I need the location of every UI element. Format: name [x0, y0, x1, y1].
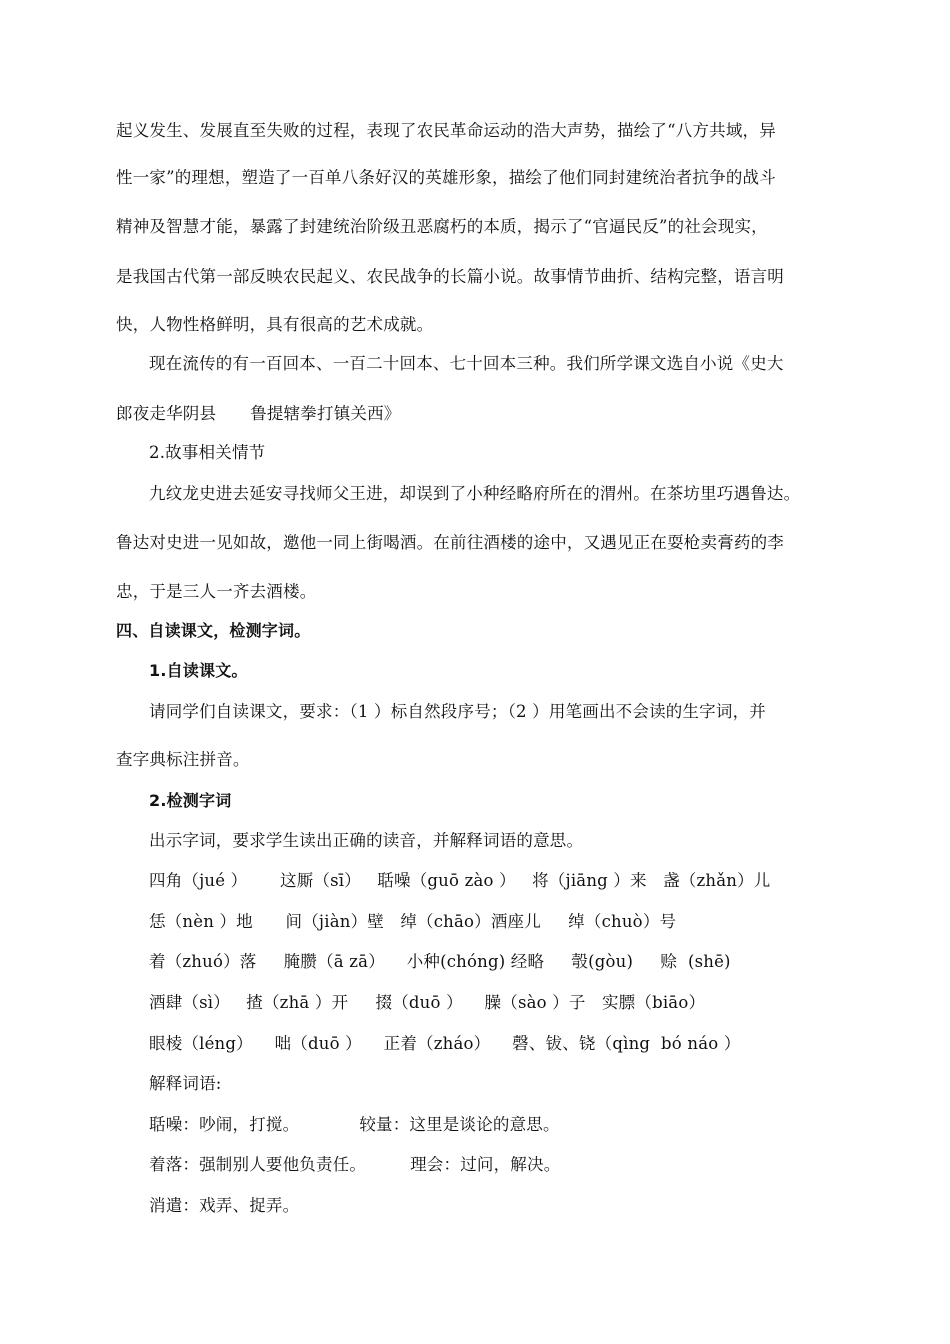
intro-line-2: 性一家”的理想，塑造了一百单八条好汉的英雄形象，描绘了他们同封建统治者抗争的战斗	[116, 168, 776, 187]
vocab-row-2: 恁（nèn ）地 间（jiàn）壁 绰（chāo）酒座儿 绰（chuò）号	[149, 912, 677, 931]
explain-row-1	[149, 1114, 560, 1136]
intro-line-5: 快，人物性格鲜明，具有很高的艺术成就。	[116, 315, 434, 334]
explain-heading: 解释词语:	[149, 1074, 222, 1093]
versions-line-1: 现在流传的有一百回本、一百二十回本、七十回本三种。我们所学课文选自小说《史大	[149, 354, 784, 373]
explain-term-guozao: 聒噪：吵闹，打搅。	[149, 1115, 300, 1134]
plot-line-2: 鲁达对史进一见如故，邀他一同上街喝酒。在前往酒楼的途中，又遇见正在耍枪卖膏药的李	[116, 533, 784, 552]
plot-line-1: 九纹龙史进去延安寻找师父王进，却误到了小种经略府所在的渭州。在茶坊里巧遇鲁达。	[149, 484, 801, 503]
versions-title-part-2: 鲁提辖拳打镇关西》	[250, 404, 401, 423]
explain-term-zhuoluo: 着落：强制别人要他负责任。	[149, 1155, 367, 1174]
intro-line-4: 是我国古代第一部反映农民起义、农民战争的长篇小说。故事情节曲折、结构完整，语言明	[116, 267, 784, 286]
section4-sub1: 1.自读课文。	[149, 661, 248, 680]
section4-sub2: 2.检测字词	[149, 791, 232, 810]
plot-line-3: 忠，于是三人一齐去酒楼。	[116, 582, 317, 601]
plot-heading: 2.故事相关情节	[149, 443, 266, 462]
intro-line-3: 精神及智慧才能，暴露了封建统治阶级丑恶腐朽的本质，揭示了“官逼民反”的社会现实，	[116, 217, 768, 236]
intro-line-1: 起义发生、发展直至失败的过程，表现了农民革命运动的浩大声势，描绘了“八方共域，异	[116, 121, 776, 140]
section4-requirement-1: 请同学们自读课文，要求：（1 ）标自然段序号；（2 ）用笔画出不会读的生字词，并	[149, 702, 766, 721]
section4-instruction: 出示字词，要求学生读出正确的读音，并解释词语的意思。	[149, 831, 584, 850]
explain-row-2	[149, 1154, 560, 1176]
versions-line-2	[116, 403, 401, 425]
vocab-row-3: 着（zhuó）落 腌臜（ā zā） 小种(chóng) 经略 彀(gòu) 赊 (shē)	[149, 952, 731, 971]
vocab-row-1: 四角（jué ） 这厮（sī） 聒噪（guō zào ） 将（jiāng ）来 盏（zhǎn）儿	[149, 871, 771, 890]
section4-requirement-2: 查字典标注拼音。	[116, 750, 250, 769]
versions-title-part-1: 郎夜走华阴县	[116, 404, 217, 423]
explain-row-3: 消遣：戏弄、捉弄。	[149, 1196, 300, 1215]
explain-term-jiaoliang: 较量：这里是谈论的意思。	[359, 1115, 560, 1134]
vocab-row-5: 眼棱（léng） 咄（duō ） 正着（zháo） 磬、钹、铙（qìng bó náo ）	[149, 1034, 741, 1053]
explain-term-lihui: 理会：过问，解决。	[410, 1155, 561, 1174]
section4-heading: 四、自读课文，检测字词。	[116, 621, 311, 640]
vocab-row-4: 酒肆（sì） 揸（zhā ）开 掇（duō ） 臊（sào ）子 实膘（biāo）	[149, 993, 706, 1012]
